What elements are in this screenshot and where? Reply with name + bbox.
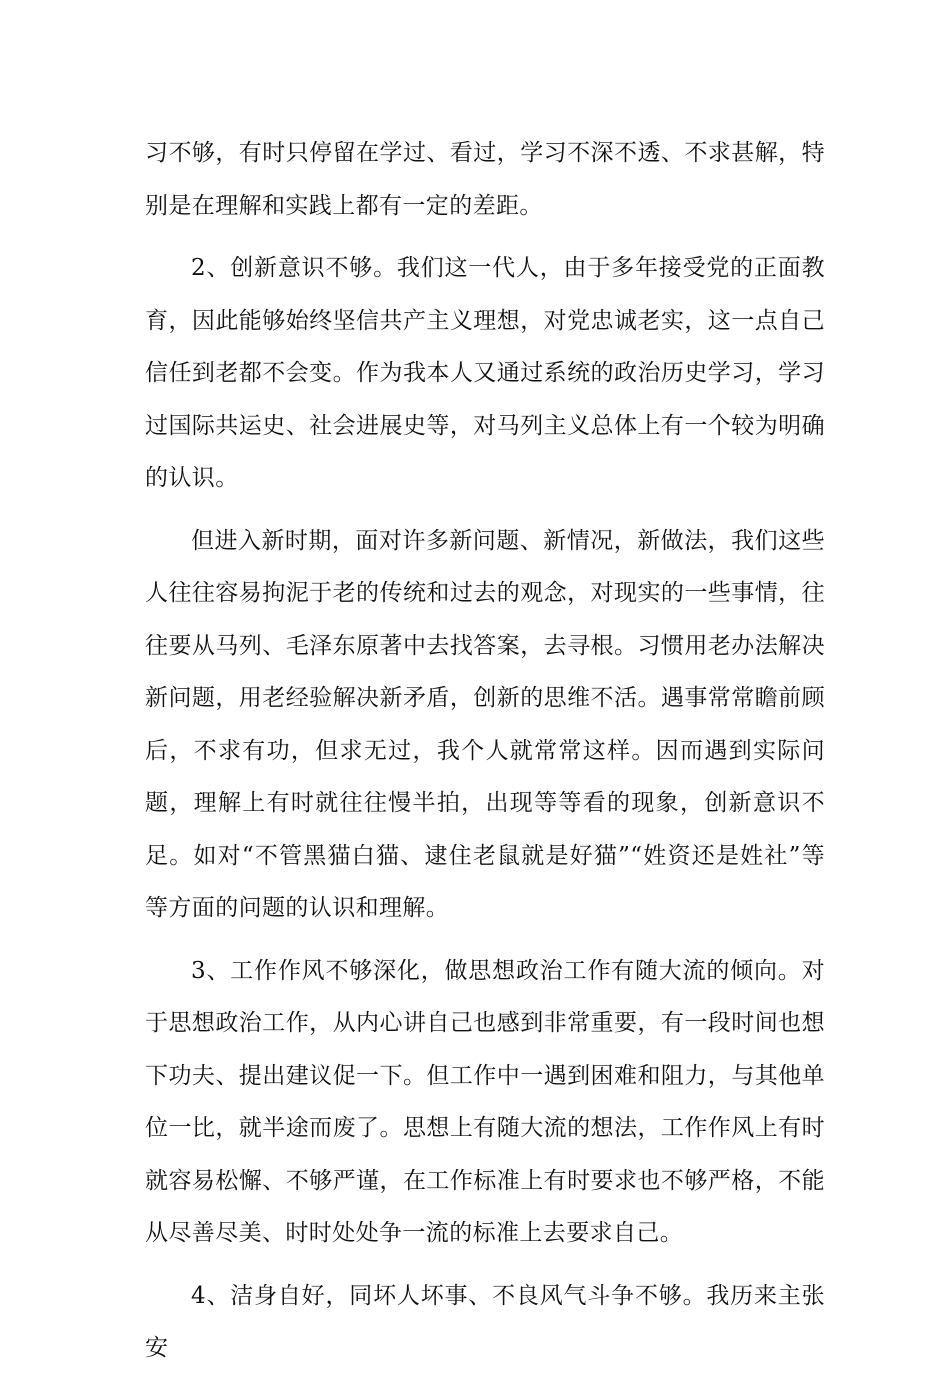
paragraph-new-era: 但进入新时期，面对许多新问题、新情况，新做法，我们这些人往往容易拘泥于老的传统和过去的观念，对现实的一些事情，往往要从马列、毛泽东原著中去找答案，去寻根。习惯用老办法解决新问题，用老经验解决新矛盾，创新的思维不活。遇事常常瞻前顾后，不求有功，但求无过，我个人就常常这样。因而遇到实际问题，理解上有时就往往慢半拍，出现等等看的现象，创新意识不足。如对“不管黑猫白猫、逮住老鼠就是好猫”“姓资还是姓社”等等方面的问题的认识和理解。: [145, 527, 825, 921]
paragraph-integrity: 4、洁身自好，同坏人坏事、不良风气斗争不够。我历来主张安: [145, 1282, 825, 1361]
document-body: [145, 127, 825, 1375]
paragraph-work-style: 3、工作作风不够深化，做思想政治工作有随大流的倾向。对于思想政治工作，从内心讲自己也感到非常重要，有一段时间也想下功夫、提出建议促一下。但工作中一遇到困难和阻力，与其他单位一比，就半途而废了。思想上有随大流的想法，工作作风上有时就容易松懈、不够严谨，在工作标准上有时要求也不够严格，不能从尽善尽美、时时处处争一流的标准上去要求自己。: [145, 957, 825, 1246]
paragraph-continued: 习不够，有时只停留在学过、看过，学习不深不透、不求甚解，特别是在理解和实践上都有一定的差距。: [145, 140, 825, 219]
paragraph-innovation-awareness: 2、创新意识不够。我们这一代人，由于多年接受党的正面教育，因此能够始终坚信共产主义理想，对党忠诚老实，这一点自己信任到老都不会变。作为我本人又通过系统的政治历史学习，学习过国际共运史、社会进展史等，对马列主义总体上有一个较为明确的认识。: [145, 255, 825, 491]
